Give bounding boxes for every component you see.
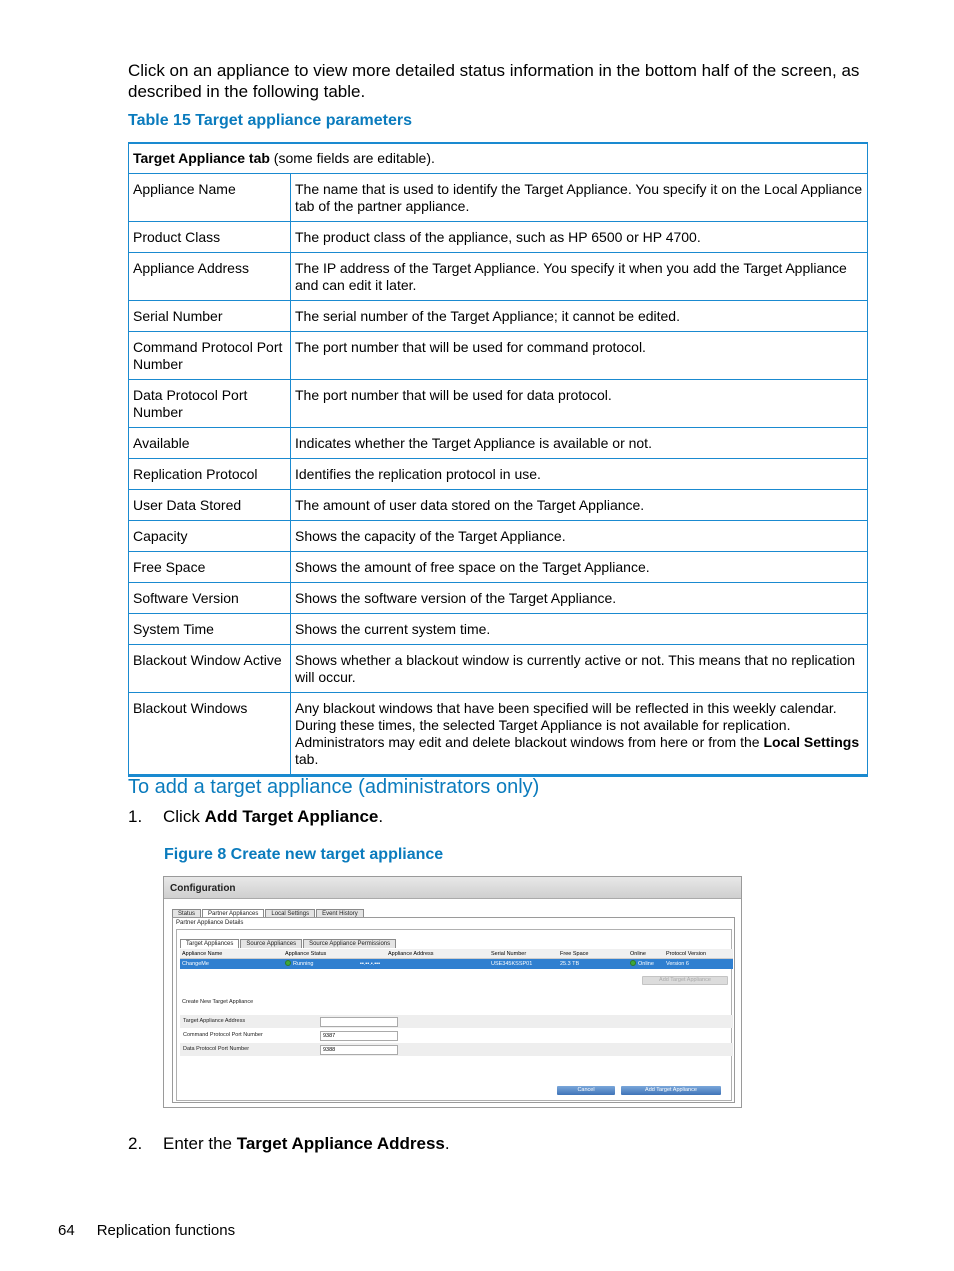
step-bold: Target Appliance Address <box>236 1134 445 1153</box>
table-row <box>129 301 868 332</box>
table-row <box>129 645 868 693</box>
parameters-table <box>128 142 868 777</box>
col-online[interactable]: Online <box>630 951 646 957</box>
table-row <box>129 490 868 521</box>
parameter-description: Shows the current system time. <box>291 614 868 645</box>
intro-paragraph: Click on an appliance to view more detailed status information in the bottom half of the screen, as described in the following table. <box>128 61 860 101</box>
create-form-title: Create New Target Appliance <box>182 999 254 1005</box>
col-appliance-name[interactable]: Appliance Name <box>182 951 223 957</box>
parameter-description: The port number that will be used for command protocol. <box>291 332 868 380</box>
configuration-titlebar: Configuration <box>164 877 741 899</box>
parameter-description: The product class of the appliance, such as HP 6500 or HP 4700. <box>291 222 868 253</box>
parameter-name: Capacity <box>129 521 291 552</box>
tab-event-history[interactable]: Event History <box>316 909 364 918</box>
table-row <box>129 222 868 253</box>
parameter-name: Replication Protocol <box>129 459 291 490</box>
tab-source-appliances[interactable]: Source Appliances <box>240 939 302 948</box>
row-address: ▪▪.▪▪.▪.▪▪▪ <box>360 961 381 967</box>
tab-partner-appliances[interactable]: Partner Appliances <box>202 909 264 918</box>
description-text: Any blackout windows that have been specified will be reflected in this weekly calendar. During these times, the selected Target Appliance is not available for replication. Administrators may edit and delete blackout windows from here or from the <box>295 700 837 750</box>
parameter-name: Blackout Windows <box>129 693 291 776</box>
description-end: tab. <box>295 751 319 767</box>
table-row <box>129 552 868 583</box>
row-status: Running <box>293 961 314 967</box>
parameter-description: Indicates whether the Target Appliance is available or not. <box>291 428 868 459</box>
table-row <box>129 174 868 222</box>
parameter-description: The serial number of the Target Appliance; it cannot be edited. <box>291 301 868 332</box>
step-punct: . <box>444 1134 450 1153</box>
section-title: To add a target appliance (administrators only) <box>128 776 540 798</box>
partner-appliance-panel <box>172 917 735 1103</box>
add-target-appliance-disabled-button[interactable]: Add Target Appliance <box>642 976 728 985</box>
table-row <box>129 428 868 459</box>
figure-caption: Figure 8 Create new target appliance <box>164 846 444 863</box>
appliance-grid-header <box>180 949 733 959</box>
step-bold: Add Target Appliance <box>204 807 379 826</box>
parameter-name: Product Class <box>129 222 291 253</box>
table-row <box>129 583 868 614</box>
form-row-data-port <box>180 1043 733 1056</box>
parameter-name: Available <box>129 428 291 459</box>
table-row <box>129 459 868 490</box>
row-serial: USE345KSSP01 <box>491 961 533 967</box>
table-header-row <box>129 143 868 174</box>
parameter-description: Shows whether a blackout window is currently active or not. This means that no replication will occur. <box>291 645 868 693</box>
step-punct: . <box>378 807 384 826</box>
data-port-input[interactable]: 9388 <box>320 1045 398 1055</box>
page-footer <box>58 1222 235 1239</box>
row-appliance-name: ChangeMe <box>182 961 209 967</box>
parameter-name: Appliance Name <box>129 174 291 222</box>
tab-status[interactable]: Status <box>172 909 201 918</box>
parameter-description: The port number that will be used for data protocol. <box>291 380 868 428</box>
col-protocol-version[interactable]: Protocol Version <box>666 951 707 957</box>
col-appliance-status[interactable]: Appliance Status <box>285 951 327 957</box>
cancel-button[interactable]: Cancel <box>557 1086 615 1095</box>
table-row <box>129 332 868 380</box>
command-port-label: Command Protocol Port Number <box>183 1032 263 1038</box>
row-free-space: 25.3 TB <box>560 961 580 967</box>
col-appliance-address[interactable]: Appliance Address <box>388 951 434 957</box>
description-bold: Local Settings <box>763 734 860 750</box>
col-free-space[interactable]: Free Space <box>560 951 589 957</box>
form-row-command-port <box>180 1029 733 1042</box>
table-row <box>129 253 868 301</box>
table-header-text: (some fields are editable). <box>269 150 435 166</box>
parameter-description: Shows the amount of free space on the Target Appliance. <box>291 552 868 583</box>
parameter-name: Software Version <box>129 583 291 614</box>
tab-source-appliance-permissions[interactable]: Source Appliance Permissions <box>303 939 396 948</box>
parameter-name: User Data Stored <box>129 490 291 521</box>
panel-label: Partner Appliance Details <box>176 920 244 926</box>
parameter-description: The IP address of the Target Appliance. You specify it when you add the Target Appliance and can edit it later. <box>291 253 868 301</box>
parameter-description <box>291 693 868 776</box>
step-text: Click <box>163 807 205 826</box>
status-ok-icon <box>285 960 291 966</box>
inner-panel <box>176 929 732 1101</box>
form-row-address <box>180 1015 733 1028</box>
parameter-name: Command Protocol Port Number <box>129 332 291 380</box>
target-appliance-address-input[interactable] <box>320 1017 398 1027</box>
parameter-name: Blackout Window Active <box>129 645 291 693</box>
parameter-description: Shows the software version of the Target Appliance. <box>291 583 868 614</box>
command-port-input[interactable]: 9387 <box>320 1031 398 1041</box>
table-row[interactable] <box>180 959 733 969</box>
parameter-description: The amount of user data stored on the Target Appliance. <box>291 490 868 521</box>
configuration-screenshot <box>163 876 742 1108</box>
tab-target-appliances[interactable]: Target Appliances <box>180 939 239 948</box>
parameter-name: System Time <box>129 614 291 645</box>
parameter-description: Shows the capacity of the Target Appliance. <box>291 521 868 552</box>
parameter-name: Appliance Address <box>129 253 291 301</box>
row-online: Online <box>638 961 654 967</box>
table-caption: Table 15 Target appliance parameters <box>128 112 412 129</box>
footer-title: Replication functions <box>96 1222 236 1239</box>
parameter-name: Serial Number <box>129 301 291 332</box>
page-number: 64 <box>58 1222 75 1239</box>
data-port-label: Data Protocol Port Number <box>183 1046 250 1052</box>
row-protocol: Version 6 <box>666 961 689 967</box>
step-number: 2. <box>128 1134 143 1153</box>
col-serial-number[interactable]: Serial Number <box>491 951 527 957</box>
step-number: 1. <box>128 807 143 826</box>
address-label: Target Appliance Address <box>183 1018 246 1024</box>
parameter-name: Free Space <box>129 552 291 583</box>
step-text: Enter the <box>163 1134 237 1153</box>
online-ok-icon <box>630 960 636 966</box>
tab-local-settings[interactable]: Local Settings <box>265 909 315 918</box>
parameter-description: The name that is used to identify the Target Appliance. You specify it on the Local Appliance tab of the partner appliance. <box>291 174 868 222</box>
table-header-bold: Target Appliance tab <box>133 150 270 166</box>
parameter-name: Data Protocol Port Number <box>129 380 291 428</box>
add-target-appliance-button[interactable]: Add Target Appliance <box>621 1086 721 1095</box>
sub-tabs <box>180 939 397 948</box>
table-row <box>129 614 868 645</box>
table-row <box>129 521 868 552</box>
table-row <box>129 380 868 428</box>
table-row <box>129 693 868 776</box>
parameter-description: Identifies the replication protocol in use. <box>291 459 868 490</box>
